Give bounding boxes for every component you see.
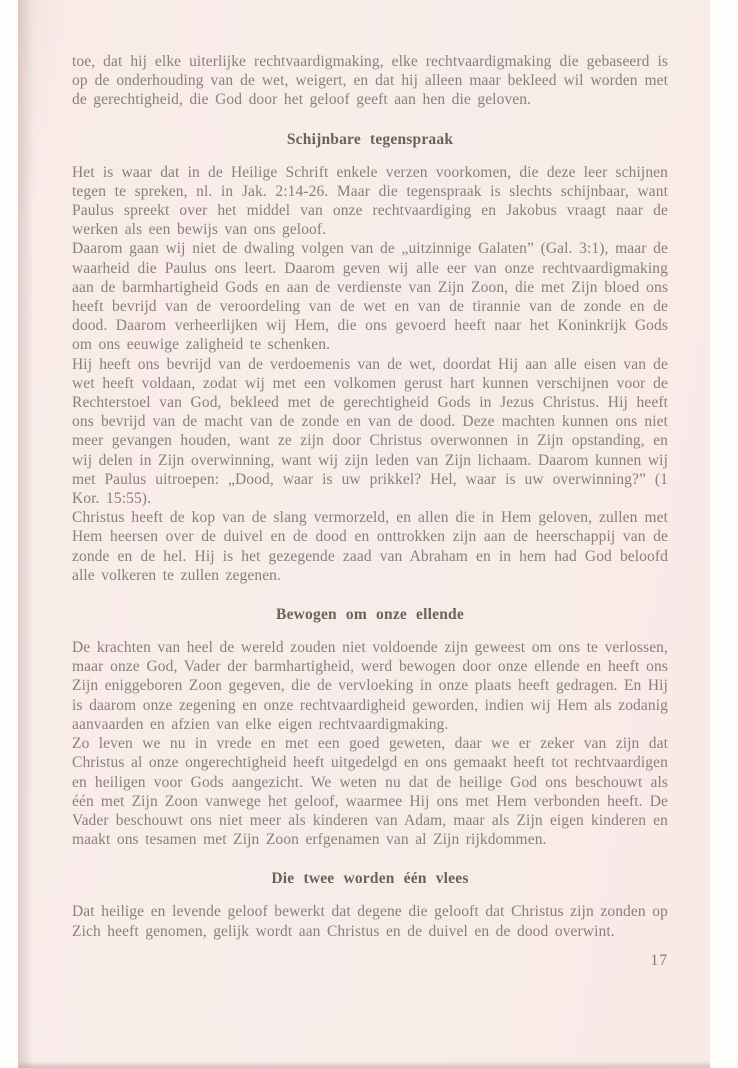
paragraph: Dat heilige en levende geloof bewerkt dat degene die gelooft dat Christus zijn zonden op Zich heeft genomen, gelijk wordt aan Christus en de duivel en de dood overwint. [72,903,668,940]
page-text-block [18,0,710,970]
section-heading: Bewogen om onze ellende [276,606,464,624]
section-heading: Schijnbare tegenspraak [286,130,454,148]
page-number: 17 [650,951,668,969]
paragraph: Christus heeft de kop van de slang vermorzeld, en allen die in Hem geloven, zullen met Hem heersen over de duivel en de dood en onttrokken zijn aan de heerschappij van de zonde en de hel. Hij is het gezegende zaad van Abraham en in hem had God beloofd alle volkeren te zullen zegenen. [72,509,668,584]
paragraph: Hij heeft ons bevrijd van de verdoemenis van de wet, doordat Hij aan alle eisen van de wet heeft voldaan, zodat wij met een volkomen gerust hart kunnen verschijnen voor de Rechterstoel van God, bekleed met de gerechtigheid Gods in Jezus Christus. Hij heeft ons bevrijd van de macht van de zonde en van de dood. Deze machten kunnen ons niet meer gevangen houden, want ze zijn door Christus overwonnen in Zijn opstanding, en wij delen in Zijn overwinning, want wij zijn leden van Zijn lichaam. Daarom kunnen wij met Paulus uitroepen: „Dood, waar is uw prikkel? Hel, waar is uw overwinning?” (1 Kor. 15:55). [72,355,668,508]
paragraph: Daarom gaan wij niet de dwaling volgen van de „uitzinnige Galaten” (Gal. 3:1), maar de waarheid die Paulus ons leert. Daarom geven wij alle eer van onze rechtvaardigmaking aan de barmhartigheid Gods en aan de verdienste van Zijn Zoon, die met Zijn bloed ons heeft bevrijd van de veroordeling van de wet en van de tirannie van de zonde en de dood. Daarom verheerlijken wij Hem, die ons gevoerd heeft naar het Koninkrijk Gods om ons eeuwige zaligheid te schenken. [72,240,668,354]
section-heading: Die twee worden één vlees [271,870,469,888]
paragraph: toe, dat hij elke uiterlijke rechtvaardigmaking, elke rechtvaardigmaking die gebaseerd is op de onderhouding van de wet, weigert, en dat hij alleen maar bekleed wil worden met de gerechtigheid, die God door het geloof geeft aan hen die geloven. [72,53,668,109]
paragraph: Zo leven we nu in vrede en met een goed geweten, daar we er zeker van zijn dat Christus al onze ongerechtigheid heeft uitgedelgd en ons gemaakt heeft tot rechtvaardigen en heiligen voor Gods aangezicht. We weten nu dat de heilige God ons beschouwt als één met Zijn Zoon vanwege het geloof, waarmee Hij ons met Hem verbonden heeft. De Vader beschouwt ons niet meer als kinderen van Adam, maar als Zijn eigen kinderen en maakt ons tesamen met Zijn Zoon erfgenamen van al Zijn rijkdommen. [72,735,668,849]
book-page [18,0,710,1068]
paragraph: Het is waar dat in de Heilige Schrift enkele verzen voorkomen, die deze leer schijnen tegen te spreken, nl. in Jak. 2:14-26. Maar die tegenspraak is slechts schijnbaar, want Paulus spreekt over het middel van onze rechtvaardiging en Jakobus vraagt naar de werken als een bewijs van ons geloof. [72,163,668,239]
paragraph: De krachten van heel de wereld zouden niet voldoende zijn geweest om ons te verlossen, maar onze God, Vader der barmhartigheid, werd bewogen door onze ellende en heeft ons Zijn eniggeboren Zoon gegeven, die de vervloeking in onze plaats heeft gedragen. En Hij is daarom onze zegening en onze rechtvaardigheid geworden, indien wij Hem als zodanig aanvaarden en afzien van elke eigen rechtvaardigmaking. [72,639,668,733]
